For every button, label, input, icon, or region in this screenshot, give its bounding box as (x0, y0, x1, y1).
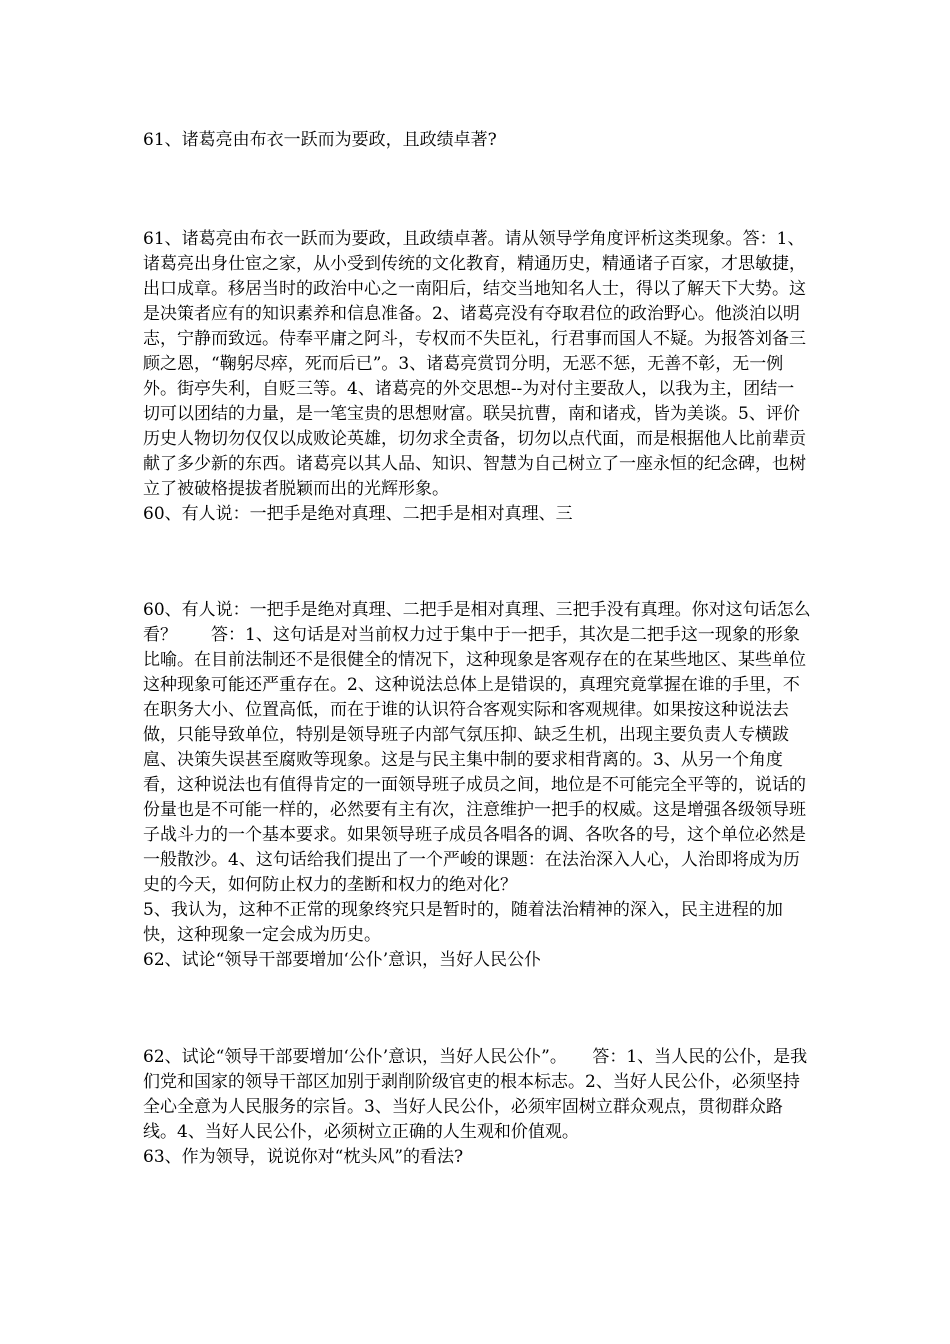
question-62-answer: 62、试论“领导干部要增加‘公仆’意识，当好人民公仆”。 答：1、当人民的公仆，是我们党和国家的领导干部区加别于剥削阶级官吏的根本标志。2、当好人民公仆，必须坚持全心全意为人民服务的宗旨。3、当好人民公仆，必须牢固树立群众观点，贯彻群众路线。4、当好人民公仆，必须树立正确的人生观和价值观。 (143, 1047, 808, 1142)
question-60-answer-point-5: 5、我认为，这种不正常的现象终究只是暂时的，随着法治精神的深入，民主进程的加快，这种现象一定会成为历史。 (143, 900, 783, 945)
question-61-answer: 61、诸葛亮由布衣一跃而为要政，且政绩卓著。请从领导学角度评析这类现象。答：1、诸葛亮出身仕宦之家，从小受到传统的文化教育，精通历史，精通诸子百家，才思敏捷，出口成章。移居当时的政治中心之一南阳后，结交当地知名人士，得以了解天下大势。这是决策者应有的知识素养和信息准备。2、诸葛亮没有夺取君位的政治野心。他淡泊以明志，宁静而致远。侍奉平庸之阿斗，专权而不失臣礼，行君事而国人不疑。为报答刘备三顾之恩，“鞠躬尽瘁，死而后已”。3、诸葛亮赏罚分明，无恶不惩，无善不彰，无一例外。街亭失利，自贬三等。4、诸葛亮的外交思想--为对付主要敌人，以我为主，团结一切可以团结的力量，是一笔宝贵的思想财富。联吴抗曹，南和诸戎，皆为美谈。5、评价历史人物切勿仅仅以成败论英雄，切勿求全责备，切勿以点代面，而是根据他人比前辈贡献了多少新的东西。诸葛亮以其人品、知识、智慧为自己树立了一座永恒的纪念碑，也树立了被破格提拔者脱颖而出的光辉形象。 (143, 229, 806, 499)
question-61-heading-block (143, 128, 811, 153)
question-60-answer-block (143, 598, 811, 973)
question-60-answer: 60、有人说：一把手是绝对真理、二把手是相对真理、三把手没有真理。你对这句话怎么看？ 答：1、这句话是对当前权力过于集中于一把手，其次是二把手这一现象的形象比喻。在目前法制还不是很健全的情况下，这种现象是客观存在的在某些地区、某些单位这种现象可能还严重存在。2、这种说法总体上是错误的，真理究竟掌握在谁的手里，不在职务大小、位置高低，而在于谁的认识符合客观实际和客观规律。如果按这种说法去做，只能导致单位，特别是领导班子内部气氛压抑、缺乏生机，出现主要负责人专横跋扈、决策失误甚至腐败等现象。这是与民主集中制的要求相背离的。3、从另一个角度看，这种说法也有值得肯定的一面领导班子成员之间，地位是不可能完全平等的，说话的份量也是不可能一样的，必然要有主有次，注意维护一把手的权威。这是增强各级领导班子战斗力的一个基本要求。如果领导班子成员各唱各的调、各吹各的号，这个单位必然是一般散沙。4、这句话给我们提出了一个严峻的课题：在法治深入人心，人治即将成为历史的今天，如何防止权力的垄断和权力的绝对化？ (143, 600, 811, 895)
question-62-heading: 62、试论“领导干部要增加‘公仆’意识，当好人民公仆 (143, 950, 542, 970)
question-63-heading: 63、作为领导，说说你对“枕头风”的看法? (143, 1147, 464, 1167)
question-61-heading: 61、诸葛亮由布衣一跃而为要政，且政绩卓著? (143, 130, 497, 150)
question-62-answer-block (143, 1045, 811, 1170)
question-61-answer-block (143, 227, 811, 527)
question-60-heading: 60、有人说：一把手是绝对真理、二把手是相对真理、三 (143, 504, 573, 524)
